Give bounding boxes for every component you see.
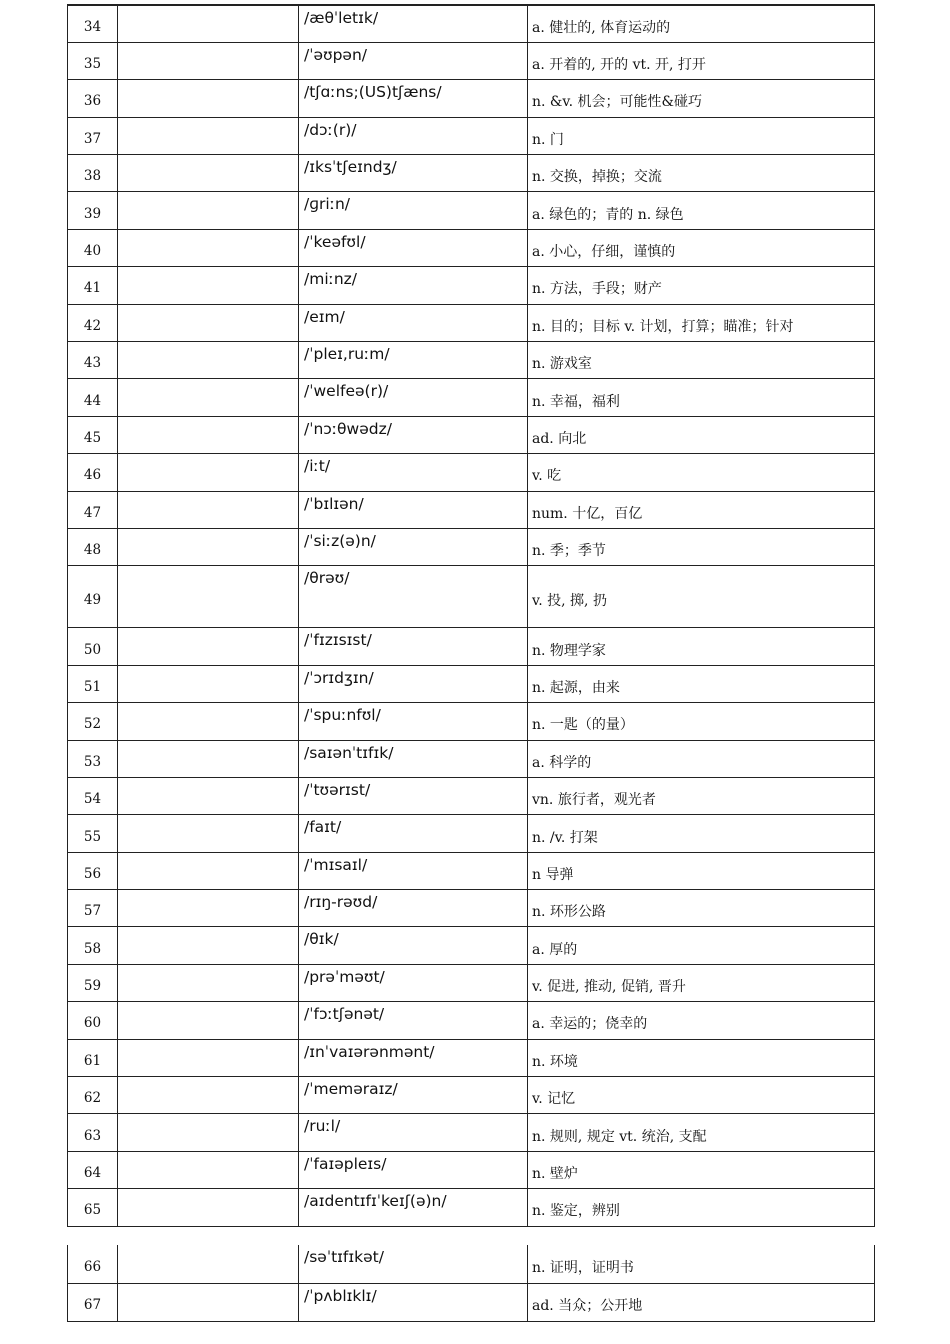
table-row	[68, 416, 875, 453]
meaning-cell: n. 目的；目标 v. 计划，打算；瞄准；针对	[528, 304, 875, 341]
table-row	[68, 665, 875, 702]
table-row	[68, 304, 875, 341]
row-number: 50	[68, 628, 118, 665]
word-cell	[118, 1114, 299, 1151]
table-row	[68, 628, 875, 665]
row-number: 35	[68, 42, 118, 79]
phonetic-cell: /ˈspuːnfʊl/	[299, 703, 528, 740]
meaning-cell: n. 物理学家	[528, 628, 875, 665]
meaning-cell: a. 科学的	[528, 740, 875, 777]
meaning-cell: a. 小心，仔细，谨慎的	[528, 229, 875, 266]
phonetic-cell: /miːnz/	[299, 267, 528, 304]
phonetic-cell: /ˈwelfeə(r)/	[299, 379, 528, 416]
phonetic-cell: /ˈɔrɪdʒɪn/	[299, 665, 528, 702]
meaning-cell: n. &v. 机会；可能性&碰巧	[528, 80, 875, 117]
row-number: 57	[68, 890, 118, 927]
word-cell	[118, 740, 299, 777]
table-row	[68, 229, 875, 266]
row-number: 42	[68, 304, 118, 341]
phonetic-cell: /ˈfɪzɪsɪst/	[299, 628, 528, 665]
row-number: 55	[68, 815, 118, 852]
phonetic-cell: /θɪk/	[299, 927, 528, 964]
phonetic-cell: /θrəʊ/	[299, 566, 528, 628]
meaning-cell: n. 游戏室	[528, 342, 875, 379]
table-row	[68, 777, 875, 814]
table-row	[68, 566, 875, 628]
meaning-cell: v. 投, 掷, 扔	[528, 566, 875, 628]
meaning-cell: n 导弹	[528, 852, 875, 889]
word-cell	[118, 815, 299, 852]
row-number: 40	[68, 229, 118, 266]
meaning-cell: a. 开着的, 开的 vt. 开, 打开	[528, 42, 875, 79]
word-cell	[118, 528, 299, 565]
table-row	[68, 1189, 875, 1226]
phonetic-cell: /ˈfaɪəpleɪs/	[299, 1151, 528, 1188]
table-row	[68, 454, 875, 491]
phonetic-cell: /ˈkeəfʊl/	[299, 229, 528, 266]
meaning-cell: n. 季；季节	[528, 528, 875, 565]
table-row	[68, 1245, 875, 1283]
meaning-cell: n. 环形公路	[528, 890, 875, 927]
word-cell	[118, 155, 299, 192]
word-cell	[118, 416, 299, 453]
vocabulary-table-continued	[67, 1245, 875, 1322]
table-row	[68, 379, 875, 416]
phonetic-cell: /ɪksˈtʃeɪndʒ/	[299, 155, 528, 192]
table-row	[68, 528, 875, 565]
row-number: 43	[68, 342, 118, 379]
phonetic-cell: /iːt/	[299, 454, 528, 491]
row-number: 63	[68, 1114, 118, 1151]
row-number: 37	[68, 117, 118, 154]
table-row	[68, 1151, 875, 1188]
row-number: 51	[68, 665, 118, 702]
word-cell	[118, 267, 299, 304]
phonetic-cell: /faɪt/	[299, 815, 528, 852]
meaning-cell: ad. 当众；公开地	[528, 1283, 875, 1321]
meaning-cell: n. 幸福，福利	[528, 379, 875, 416]
word-cell	[118, 342, 299, 379]
phonetic-cell: /eɪm/	[299, 304, 528, 341]
word-cell	[118, 1039, 299, 1076]
table-row	[68, 927, 875, 964]
phonetic-cell: /dɔː(r)/	[299, 117, 528, 154]
word-cell	[118, 454, 299, 491]
phonetic-cell: /ˈfɔːtʃənət/	[299, 1002, 528, 1039]
row-number: 54	[68, 777, 118, 814]
phonetic-cell: /aɪdentɪfɪˈkeɪʃ(ə)n/	[299, 1189, 528, 1226]
phonetic-cell: /səˈtɪfɪkət/	[299, 1245, 528, 1283]
table-row	[68, 80, 875, 117]
word-cell	[118, 42, 299, 79]
meaning-cell: v. 记忆	[528, 1077, 875, 1114]
table-row	[68, 42, 875, 79]
word-cell	[118, 964, 299, 1001]
meaning-cell: n. 门	[528, 117, 875, 154]
word-cell	[118, 1189, 299, 1226]
table-row	[68, 155, 875, 192]
phonetic-cell: /prəˈməʊt/	[299, 964, 528, 1001]
word-cell	[118, 1151, 299, 1188]
meaning-cell: a. 健壮的, 体育运动的	[528, 5, 875, 42]
word-cell	[118, 665, 299, 702]
row-number: 38	[68, 155, 118, 192]
word-cell	[118, 5, 299, 42]
word-cell	[118, 566, 299, 628]
word-cell	[118, 1002, 299, 1039]
table-row	[68, 5, 875, 42]
meaning-cell: vn. 旅行者，观光者	[528, 777, 875, 814]
word-cell	[118, 80, 299, 117]
phonetic-cell: /ɡriːn/	[299, 192, 528, 229]
meaning-cell: v. 促进, 推动, 促销, 晋升	[528, 964, 875, 1001]
phonetic-cell: /rɪŋ-rəʊd/	[299, 890, 528, 927]
phonetic-cell: /ˈnɔːθwədz/	[299, 416, 528, 453]
phonetic-cell: /saɪənˈtɪfɪk/	[299, 740, 528, 777]
word-cell	[118, 491, 299, 528]
row-number: 60	[68, 1002, 118, 1039]
row-number: 61	[68, 1039, 118, 1076]
meaning-cell: n. 方法，手段；财产	[528, 267, 875, 304]
word-cell	[118, 1077, 299, 1114]
row-number: 66	[68, 1245, 118, 1283]
phonetic-cell: /ˈpleɪ,ruːm/	[299, 342, 528, 379]
row-number: 65	[68, 1189, 118, 1226]
row-number: 52	[68, 703, 118, 740]
table-row	[68, 117, 875, 154]
meaning-cell: n. 规则, 规定 vt. 统治, 支配	[528, 1114, 875, 1151]
word-cell	[118, 777, 299, 814]
word-cell	[118, 229, 299, 266]
meaning-cell: n. 一匙（的量）	[528, 703, 875, 740]
meaning-cell: n. 鉴定，辨别	[528, 1189, 875, 1226]
word-cell	[118, 192, 299, 229]
phonetic-cell: /ˈsiːz(ə)n/	[299, 528, 528, 565]
meaning-cell: a. 厚的	[528, 927, 875, 964]
row-number: 64	[68, 1151, 118, 1188]
row-number: 34	[68, 5, 118, 42]
row-number: 53	[68, 740, 118, 777]
phonetic-cell: /ˈtʊərɪst/	[299, 777, 528, 814]
vocabulary-table	[67, 4, 875, 1227]
word-cell	[118, 852, 299, 889]
row-number: 36	[68, 80, 118, 117]
table-row	[68, 1283, 875, 1321]
row-number: 58	[68, 927, 118, 964]
phonetic-cell: /æθˈletɪk/	[299, 5, 528, 42]
phonetic-cell: /ruːl/	[299, 1114, 528, 1151]
row-number: 49	[68, 566, 118, 628]
row-number: 56	[68, 852, 118, 889]
table-row	[68, 267, 875, 304]
word-cell	[118, 890, 299, 927]
word-cell	[118, 379, 299, 416]
table-row	[68, 815, 875, 852]
word-cell	[118, 628, 299, 665]
word-cell	[118, 1245, 299, 1283]
meaning-cell: num. 十亿，百亿	[528, 491, 875, 528]
table-row	[68, 964, 875, 1001]
row-number: 48	[68, 528, 118, 565]
table-row	[68, 1039, 875, 1076]
row-number: 44	[68, 379, 118, 416]
phonetic-cell: /ˈmɪsaɪl/	[299, 852, 528, 889]
word-cell	[118, 927, 299, 964]
row-number: 62	[68, 1077, 118, 1114]
word-cell	[118, 304, 299, 341]
meaning-cell: n. 壁炉	[528, 1151, 875, 1188]
table-row	[68, 1077, 875, 1114]
word-cell	[118, 117, 299, 154]
meaning-cell: ad. 向北	[528, 416, 875, 453]
table-row	[68, 890, 875, 927]
row-number: 59	[68, 964, 118, 1001]
meaning-cell: n. 环境	[528, 1039, 875, 1076]
table-row	[68, 491, 875, 528]
word-cell	[118, 703, 299, 740]
table-row	[68, 1114, 875, 1151]
meaning-cell: a. 幸运的；侥幸的	[528, 1002, 875, 1039]
row-number: 45	[68, 416, 118, 453]
row-number: 39	[68, 192, 118, 229]
meaning-cell: n. 交换，掉换；交流	[528, 155, 875, 192]
table-row	[68, 1002, 875, 1039]
table-row	[68, 703, 875, 740]
row-number: 67	[68, 1283, 118, 1321]
word-cell	[118, 1283, 299, 1321]
phonetic-cell: /ˈmeməraɪz/	[299, 1077, 528, 1114]
row-number: 41	[68, 267, 118, 304]
phonetic-cell: /ɪnˈvaɪərənmənt/	[299, 1039, 528, 1076]
table-row	[68, 852, 875, 889]
phonetic-cell: /tʃɑːns;(US)tʃæns/	[299, 80, 528, 117]
meaning-cell: n. /v. 打架	[528, 815, 875, 852]
table-row	[68, 342, 875, 379]
meaning-cell: a. 绿色的；青的 n. 绿色	[528, 192, 875, 229]
phonetic-cell: /ˈpʌblɪklɪ/	[299, 1283, 528, 1321]
meaning-cell: v. 吃	[528, 454, 875, 491]
table-row	[68, 192, 875, 229]
meaning-cell: n. 起源，由来	[528, 665, 875, 702]
row-number: 46	[68, 454, 118, 491]
meaning-cell: n. 证明，证明书	[528, 1245, 875, 1283]
row-number: 47	[68, 491, 118, 528]
phonetic-cell: /ˈbɪlɪən/	[299, 491, 528, 528]
phonetic-cell: /ˈəʊpən/	[299, 42, 528, 79]
table-row	[68, 740, 875, 777]
